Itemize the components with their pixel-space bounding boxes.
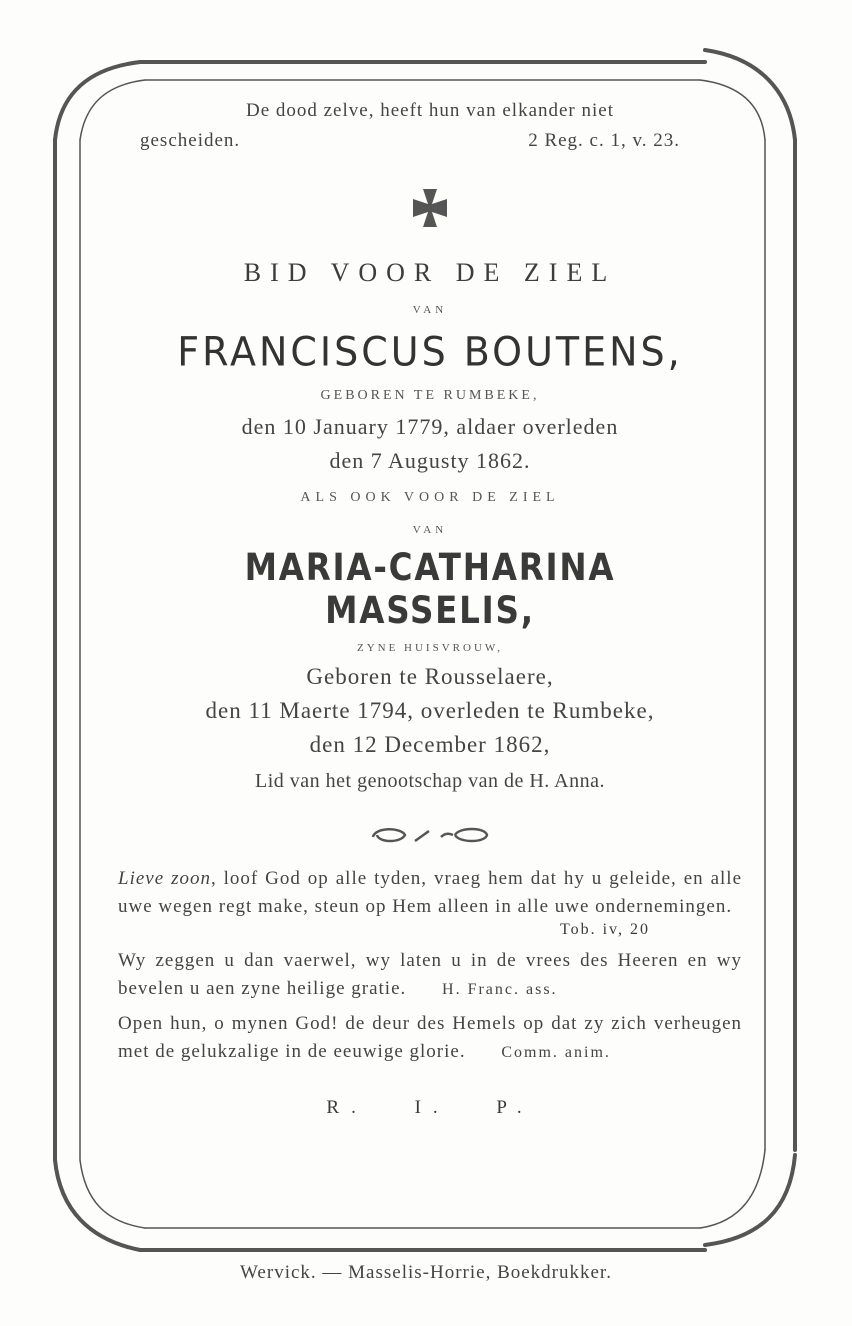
cross-icon bbox=[408, 186, 452, 230]
dates-2-line-2: den 12 December 1862, bbox=[309, 732, 551, 757]
society-membership: Lid van het genootschap van de H. Anna. bbox=[255, 770, 605, 792]
dates-1-line-1: den 10 January 1779, aldaer overleden bbox=[241, 414, 619, 439]
epigraph-line-2 bbox=[110, 126, 750, 156]
deceased-name-2: MARIA-CATHARINA MASSELIS, bbox=[244, 546, 616, 632]
deceased-name-1: FRANCISCUS BOUTENS, bbox=[177, 328, 683, 376]
prayer-1 bbox=[118, 865, 742, 921]
prayer-1-reference: Tob. iv, 20 bbox=[559, 921, 650, 938]
heading-pray-for-soul: BID VOOR DE ZIEL bbox=[243, 258, 617, 287]
also-for-soul: ALS OOK VOOR DE ZIEL bbox=[300, 490, 560, 505]
van-label-2: VAN bbox=[412, 524, 448, 536]
epigraph-reference: 2 Reg. c. 1, v. 23. bbox=[528, 130, 680, 151]
rip-text: R. I. P. bbox=[326, 1097, 534, 1118]
prayer-1-lead: Lieve zoon bbox=[118, 868, 211, 889]
card-content bbox=[110, 96, 750, 1119]
epigraph-line-2-left: gescheiden. bbox=[140, 130, 241, 151]
epigraph bbox=[110, 96, 750, 156]
prayer-3 bbox=[118, 1010, 742, 1067]
dates-2-line-1: den 11 Maerte 1794, overleden te Rumbeke, bbox=[205, 698, 655, 723]
epigraph-line-1: De dood zelve, heeft hun van elkander niet bbox=[245, 100, 615, 121]
prayer-2-reference: H. Franc. ass. bbox=[442, 981, 558, 998]
dates-1-line-2: den 7 Augusty 1862. bbox=[329, 448, 531, 473]
prayer-2 bbox=[118, 947, 742, 1004]
printer-footer: Wervick. — Masselis-Horrie, Boekdrukker. bbox=[240, 1262, 612, 1283]
birthplace-1: GEBOREN TE RUMBEKE, bbox=[320, 388, 540, 403]
birthplace-2: Geboren te Rousselaere, bbox=[306, 664, 554, 689]
prayer-3-reference: Comm. anim. bbox=[501, 1044, 611, 1061]
van-label-1: VAN bbox=[412, 304, 448, 316]
prayer-2-text: Wy zeggen u dan vaerwel, wy laten u in de vrees des Heeren en wy bevelen u aen zyne heilige gratie. bbox=[118, 950, 742, 999]
prayer-3-text: Open hun, o mynen God! de deur des Hemels op dat zy zich verheugen met de gelukzalige in de eeuwige glorie. bbox=[118, 1013, 742, 1062]
spouse-label: ZYNE HUISVROUW, bbox=[356, 642, 504, 654]
flourish-ornament bbox=[365, 823, 495, 847]
prayer-1-text: , loof God op alle tyden, vraeg hem dat hy u geleide, en alle uwe wegen regt make, steun op Hem alleen in alle uwe ondernemingen. bbox=[118, 868, 742, 917]
